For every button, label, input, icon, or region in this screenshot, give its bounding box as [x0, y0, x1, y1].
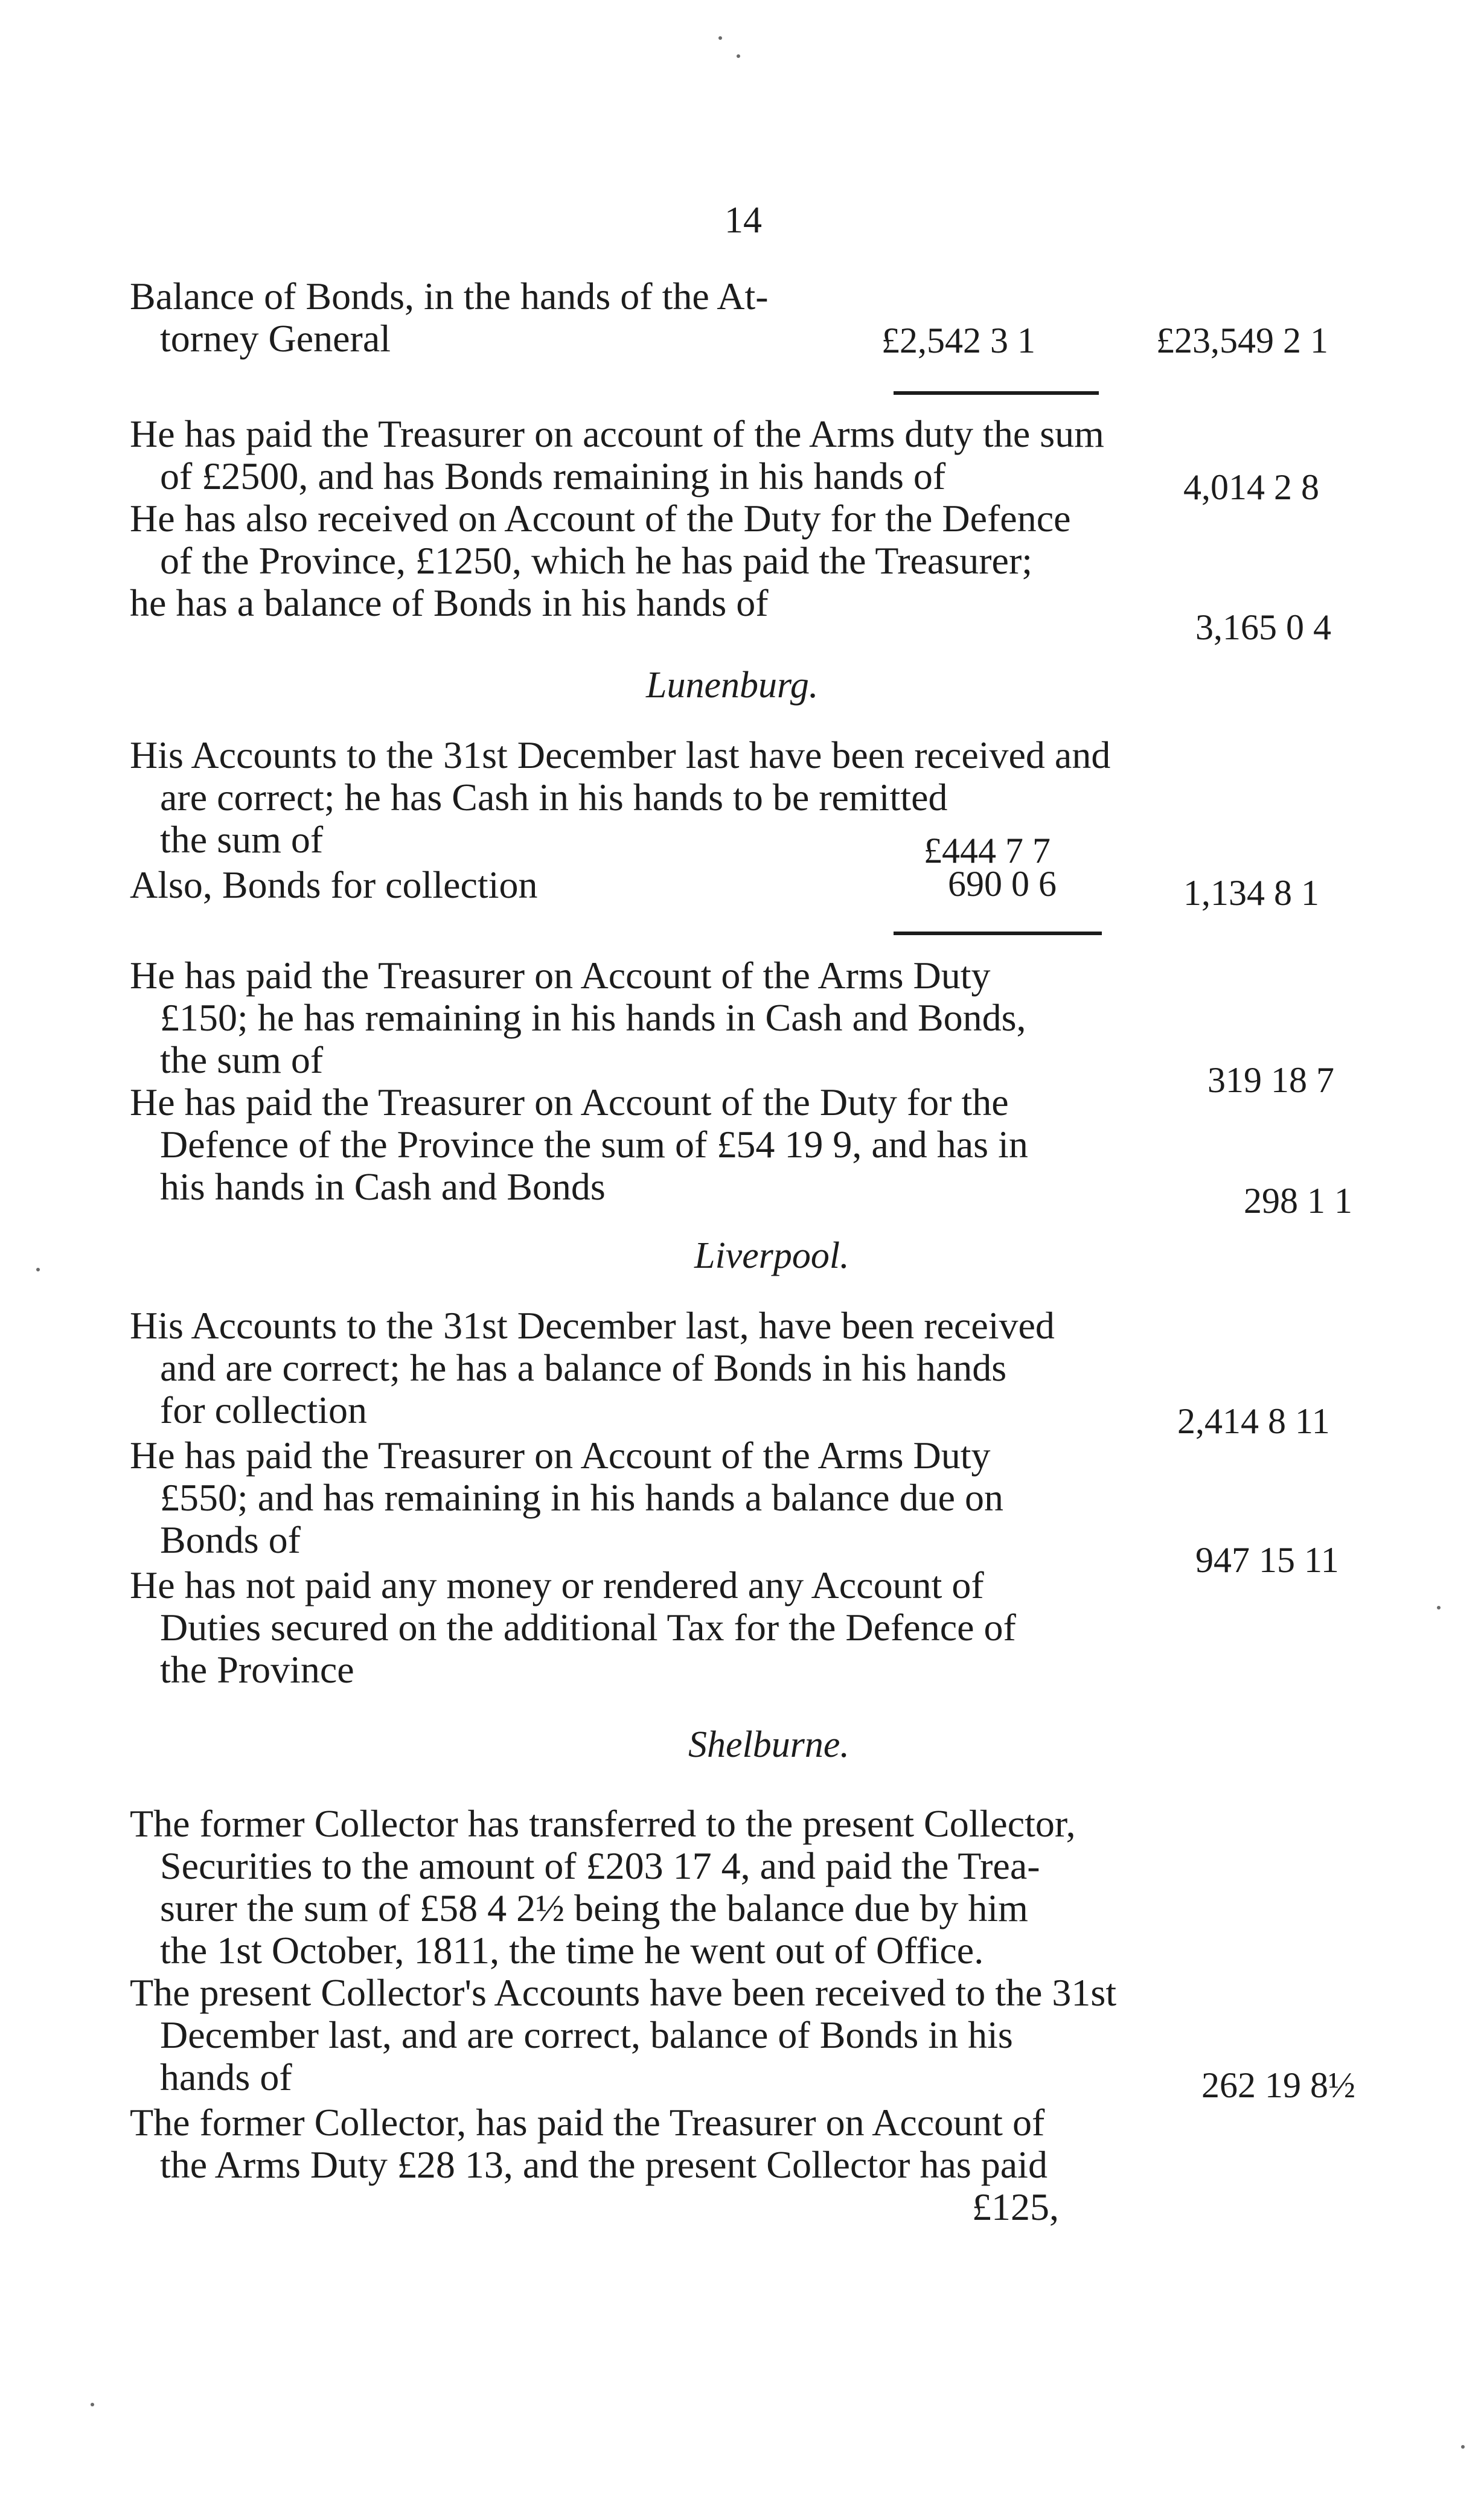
outer-amount: 4,014 2 8 [1183, 467, 1319, 507]
text-line: He has paid the Treasurer on Account of the Duty for the [130, 1081, 1009, 1124]
text-line: torney General [160, 317, 391, 360]
scan-speck [718, 36, 722, 40]
text-line: He has also received on Account of the Duty for the Defence [130, 497, 1071, 540]
text-line: Bonds of [160, 1518, 301, 1561]
outer-amount: £23,549 2 1 [1156, 321, 1328, 360]
text-line: are correct; he has Cash in his hands to be remitted [160, 776, 948, 819]
text-line: The former Collector has transferred to the present Collector, [130, 1802, 1076, 1845]
sum-rule [894, 932, 1102, 935]
text-line: He has not paid any money or rendered any Account of [130, 1564, 984, 1606]
inner-amount: 690 0 6 [948, 864, 1057, 904]
sum-rule [894, 391, 1099, 395]
outer-amount: 262 19 8½ [1201, 2065, 1355, 2105]
text-line: The present Collector's Accounts have been received to the 31st [130, 1971, 1117, 2014]
outer-amount: 1,134 8 1 [1183, 873, 1319, 913]
text-line: and are correct; he has a balance of Bonds in his hands [160, 1346, 1007, 1389]
text-line: Securities to the amount of £203 17 4, and paid the Trea- [160, 1844, 1040, 1887]
text-line: his hands in Cash and Bonds [160, 1165, 606, 1208]
scan-speck [91, 2403, 94, 2406]
text-line: Also, Bonds for collection [130, 863, 538, 906]
text-line: He has paid the Treasurer on Account of the Arms Duty [130, 954, 991, 997]
text-line: the sum of [160, 818, 324, 861]
outer-amount: 3,165 0 4 [1195, 607, 1331, 647]
text-line: the Arms Duty £28 13, and the present Collector has paid [160, 2143, 1047, 2186]
text-line: the Province [160, 1648, 354, 1691]
text-line: £550; and has remaining in his hands a balance due on [160, 1476, 1003, 1519]
text-line: Defence of the Province the sum of £54 19 9, and has in [160, 1123, 1028, 1166]
scan-speck [36, 1268, 40, 1271]
text-line: His Accounts to the 31st December last have been received and [130, 734, 1111, 776]
text-line: Balance of Bonds, in the hands of the At- [130, 275, 769, 318]
text-line: Duties secured on the additional Tax for the Defence of [160, 1606, 1016, 1649]
page-number: 14 [724, 200, 762, 241]
text-line: December last, and are correct, balance of Bonds in his [160, 2013, 1013, 2056]
outer-amount: 319 18 7 [1207, 1060, 1334, 1100]
outer-amount: 298 1 1 [1244, 1181, 1352, 1221]
text-line: the 1st October, 1811, the time he went out of Office. [160, 1929, 984, 1972]
text-line: His Accounts to the 31st December last, have been received [130, 1304, 1055, 1347]
text-line: of the Province, £1250, which he has paid the Treasurer; [160, 539, 1033, 582]
scan-speck [1461, 2445, 1465, 2449]
section-heading-lunenburg: Lunenburg. [646, 665, 819, 706]
text-line: He has paid the Treasurer on Account of the Arms Duty [130, 1434, 991, 1477]
text-line: the sum of [160, 1038, 324, 1081]
text-line: £150; he has remaining in his hands in Cash and Bonds, [160, 996, 1026, 1039]
text-line: for collection [160, 1389, 367, 1431]
text-line: The former Collector, has paid the Treasurer on Account of [130, 2101, 1045, 2144]
inner-amount: £2,542 3 1 [881, 321, 1035, 360]
outer-amount: 2,414 8 11 [1177, 1401, 1330, 1441]
section-heading-liverpool: Liverpool. [694, 1235, 849, 1276]
scan-speck [1437, 1606, 1441, 1609]
scan-speck [737, 54, 740, 58]
section-heading-shelburne: Shelburne. [688, 1724, 849, 1765]
text-line-catchword: £125, [972, 2185, 1059, 2228]
text-line: hands of [160, 2056, 292, 2098]
text-line: surer the sum of £58 4 2½ being the balance due by him [160, 1887, 1028, 1929]
text-line: he has a balance of Bonds in his hands of [130, 581, 769, 624]
text-line: of £2500, and has Bonds remaining in his hands of [160, 455, 946, 497]
inner-amount: £444 7 7 [924, 831, 1051, 871]
text-line: He has paid the Treasurer on account of the Arms duty the sum [130, 412, 1104, 455]
outer-amount: 947 15 11 [1195, 1540, 1339, 1580]
